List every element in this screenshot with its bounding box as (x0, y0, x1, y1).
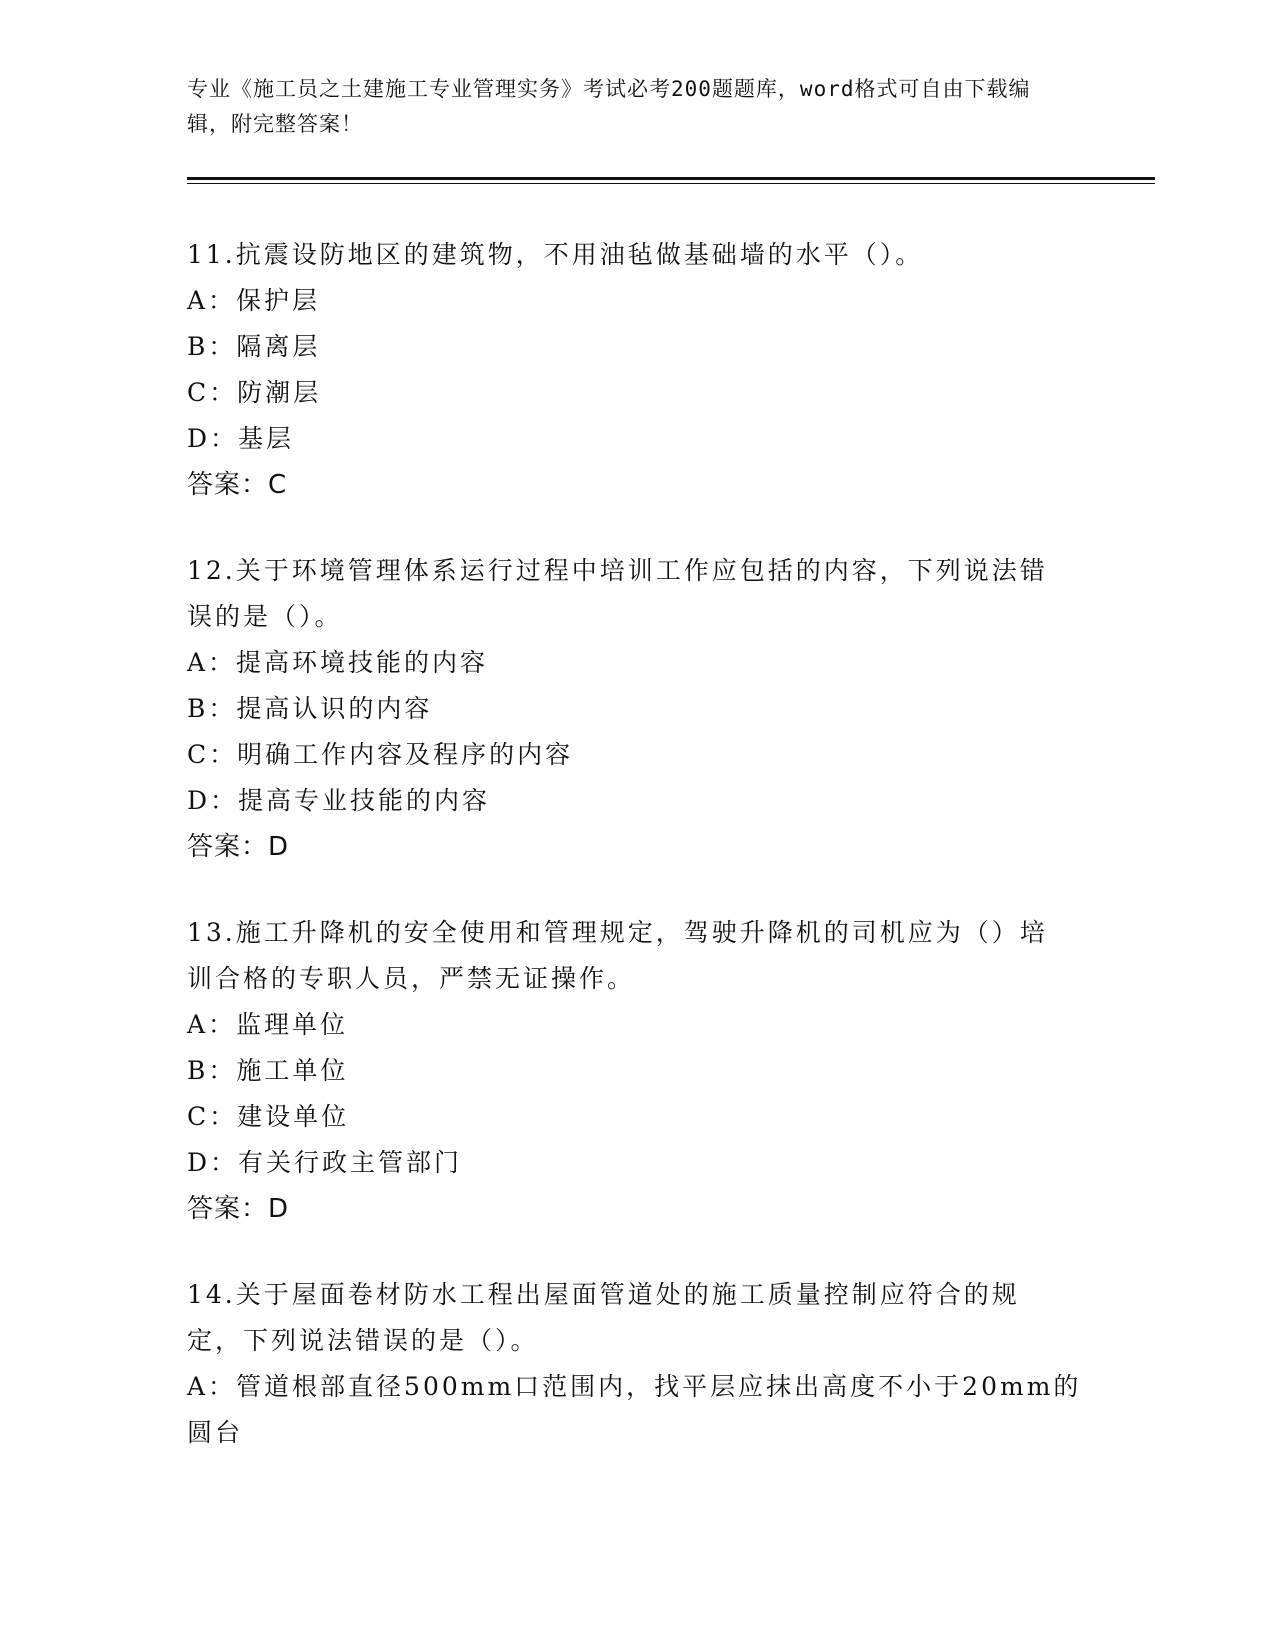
question-11 (187, 232, 1087, 508)
option-a: A：监理单位 (187, 1010, 349, 1039)
answer: 答案：D (187, 1194, 290, 1224)
question-stem: 11.抗震设防地区的建筑物，不用油毡做基础墙的水平（）。 (187, 240, 924, 269)
answer: 答案：D (187, 832, 290, 862)
option-a: A：保护层 (187, 286, 321, 315)
answer: 答案：C (187, 470, 288, 500)
header-divider-thick (187, 177, 1155, 180)
option-a: A：管道根部直径500mm口范围内，找平层应抹出高度不小于20mm的圆台 (187, 1372, 1082, 1447)
question-stem: 13.施工升降机的安全使用和管理规定，驾驶升降机的司机应为（）培训合格的专职人员，严禁无证操作。 (187, 918, 1048, 993)
option-b: B：提高认识的内容 (187, 694, 433, 723)
option-b: B：隔离层 (187, 332, 321, 361)
option-d: D：提高专业技能的内容 (187, 786, 491, 815)
question-stem: 12.关于环境管理体系运行过程中培训工作应包括的内容，下列说法错误的是（）。 (187, 556, 1048, 631)
question-12 (187, 548, 1087, 870)
option-d: D：有关行政主管部门 (187, 1148, 463, 1177)
option-d: D：基层 (187, 424, 295, 453)
question-14 (187, 1272, 1087, 1456)
option-c: C：防潮层 (187, 378, 322, 407)
option-a: A：提高环境技能的内容 (187, 648, 489, 677)
question-list (187, 232, 1087, 1496)
question-stem: 14.关于屋面卷材防水工程出屋面管道处的施工质量控制应符合的规定，下列说法错误的是（）。 (187, 1280, 1020, 1355)
option-b: B：施工单位 (187, 1056, 349, 1085)
option-c: C：明确工作内容及程序的内容 (187, 740, 574, 769)
header-divider-thin (187, 183, 1155, 184)
document-header: 专业《施工员之土建施工专业管理实务》考试必考200题题库，word格式可自由下载编辑，附完整答案！ (187, 77, 1031, 136)
question-13 (187, 910, 1087, 1232)
option-c: C：建设单位 (187, 1102, 350, 1131)
